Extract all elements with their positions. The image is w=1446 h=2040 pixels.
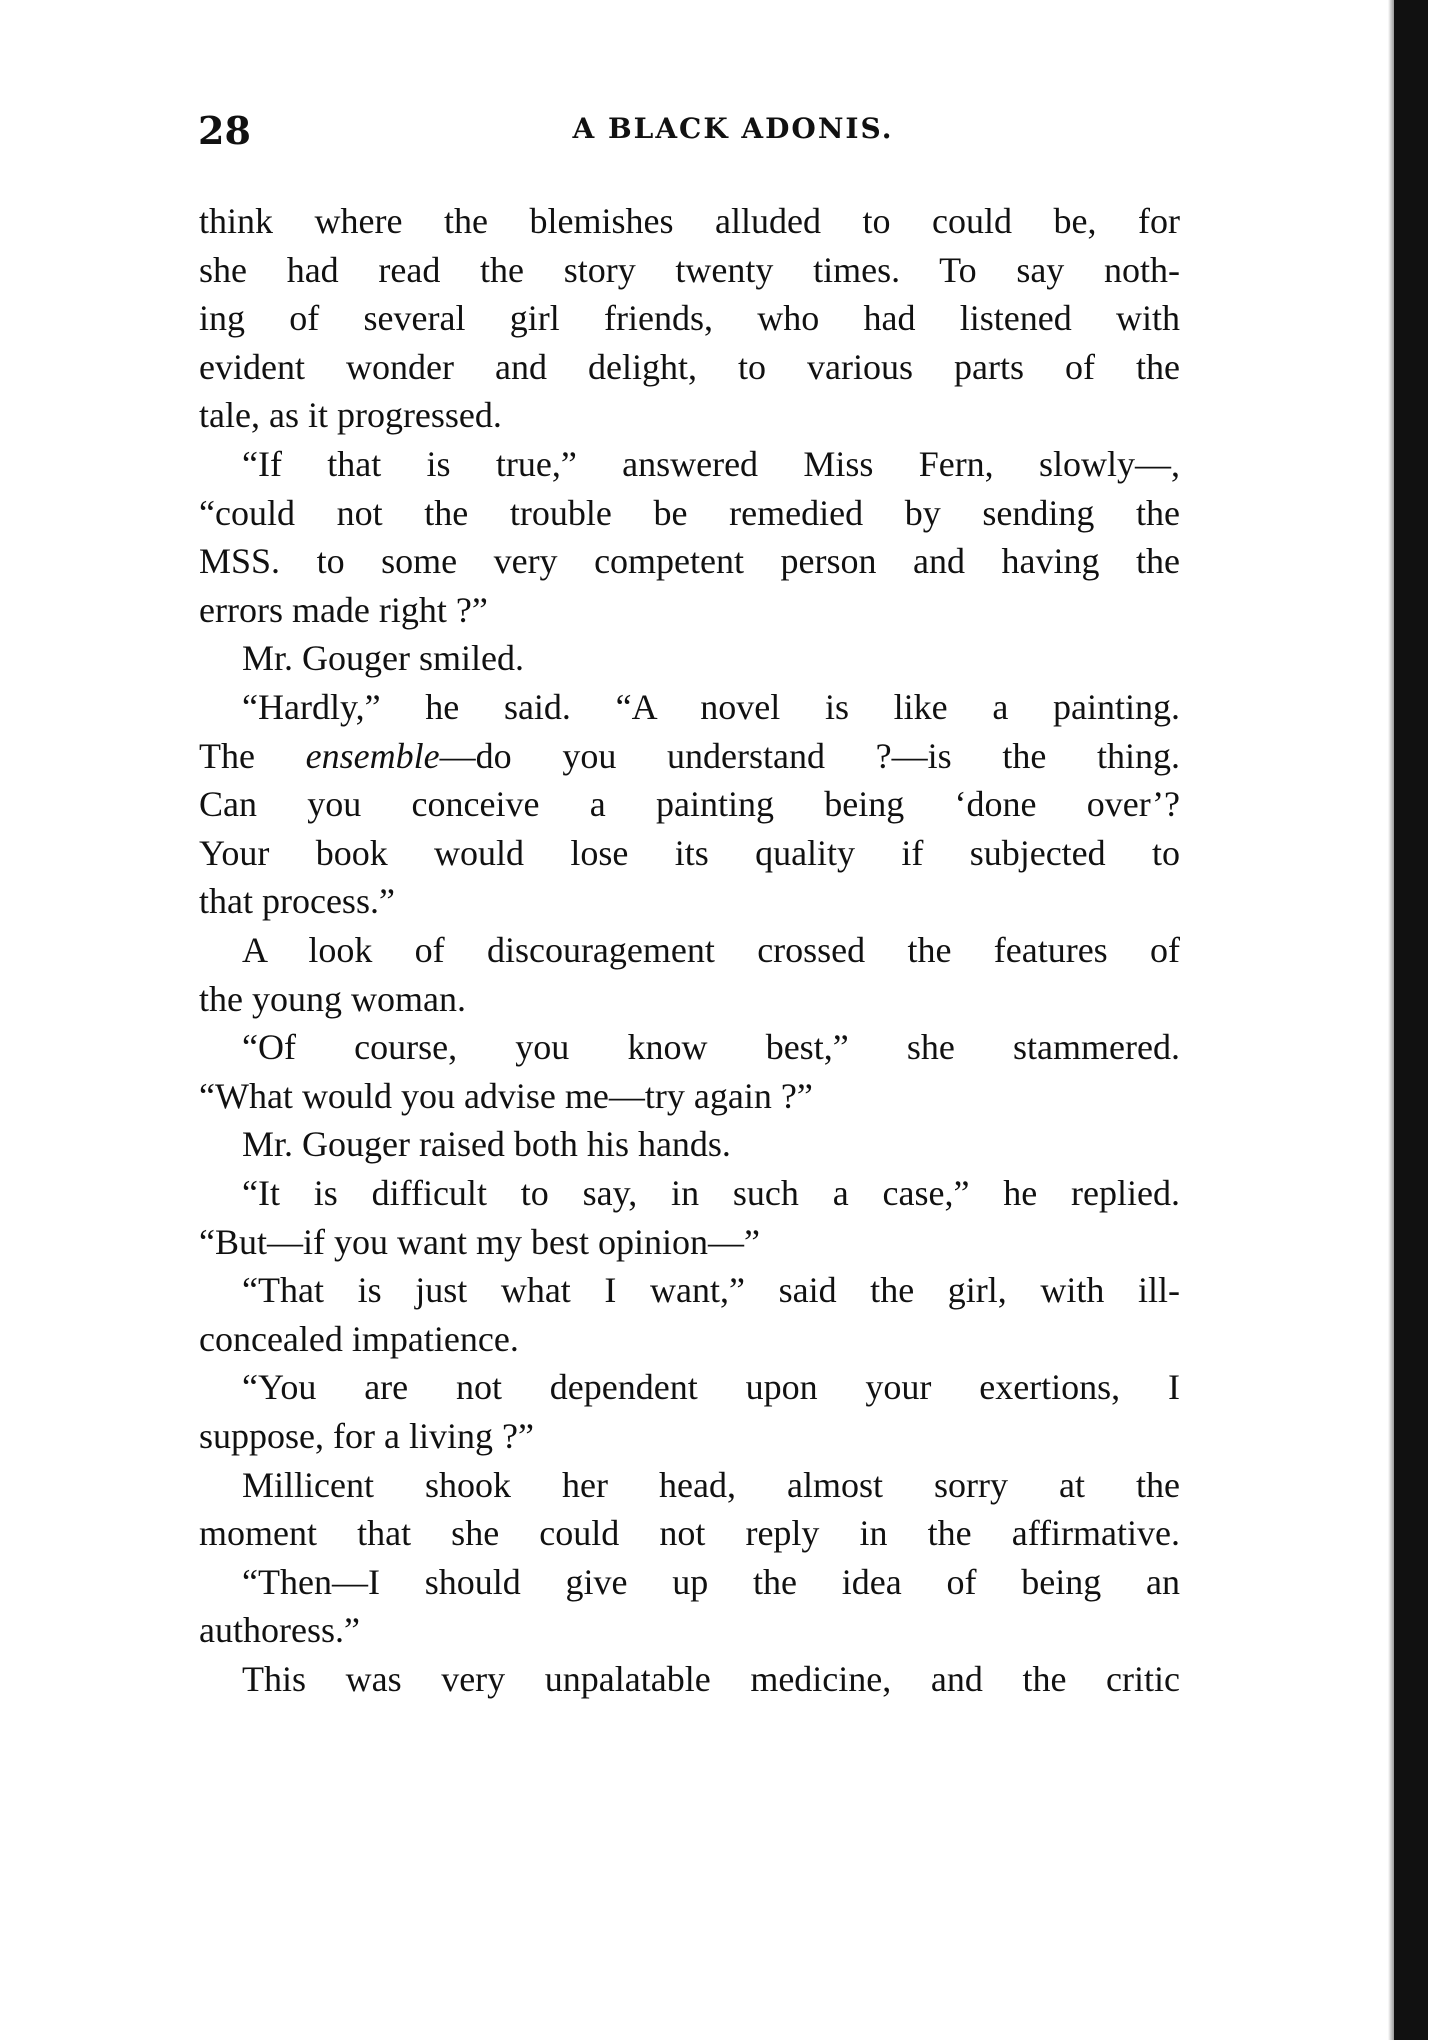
line-text: that process.” xyxy=(199,881,395,922)
line-text: “Then—I should give up the idea of being an xyxy=(242,1561,1180,1602)
text-line xyxy=(242,636,1180,680)
book-binding-edge xyxy=(1394,0,1428,2040)
text-line xyxy=(199,539,1180,583)
line-text: suppose, for a living ?” xyxy=(199,1416,534,1456)
line-text: authoress.” xyxy=(199,1610,360,1651)
line-text: Mr. Gouger raised both his hands. xyxy=(242,1124,731,1165)
line-text: “What would you advise me—try again ?” xyxy=(199,1075,813,1116)
line-text: “But—if you want my best opinion—” xyxy=(199,1221,760,1262)
line-text: evident wonder and delight, to various parts of the xyxy=(199,346,1180,387)
line-text: “You are not dependent upon your exertions, I xyxy=(242,1367,1180,1408)
page-number: 28 xyxy=(198,108,251,153)
line-text: “If that is true,” answered Miss Fern, slowly—, xyxy=(242,444,1180,484)
text-line xyxy=(199,782,1180,826)
line-text: moment that she could not reply in the affirmative. xyxy=(199,1513,1180,1554)
text-line xyxy=(242,1122,1180,1166)
text-line xyxy=(242,1657,1180,1701)
text-line xyxy=(242,1268,1180,1312)
line-text: think where the blemishes alluded to could be, for xyxy=(199,201,1180,241)
text-line xyxy=(242,928,1180,972)
line-text: The xyxy=(199,735,306,776)
line-text: A look of discouragement crossed the features of xyxy=(242,930,1180,970)
line-text: “Of course, you know best,” she stammered. xyxy=(242,1027,1180,1068)
text-line xyxy=(199,879,1180,923)
line-text: Millicent shook her head, almost sorry at the xyxy=(242,1464,1180,1505)
line-text: Mr. Gouger smiled. xyxy=(242,638,524,679)
line-text: “It is difficult to say, in such a case,” he replied. xyxy=(242,1173,1180,1213)
text-line xyxy=(199,588,1180,632)
text-line xyxy=(199,977,1180,1021)
italic-word: ensemble xyxy=(305,735,440,776)
text-line xyxy=(199,831,1180,875)
text-line xyxy=(199,345,1180,389)
text-line xyxy=(242,1365,1180,1409)
line-text: concealed impatience. xyxy=(199,1318,519,1359)
text-line xyxy=(199,393,1180,437)
text-line xyxy=(199,199,1180,243)
line-text: tale, as it progressed. xyxy=(199,395,502,436)
text-line xyxy=(199,1317,1180,1361)
line-text: the young woman. xyxy=(199,978,466,1019)
line-text: errors made right ?” xyxy=(199,589,488,630)
line-text: MSS. to some very competent person and having the xyxy=(199,541,1180,582)
text-line xyxy=(242,1171,1180,1215)
text-line xyxy=(199,491,1180,535)
text-line xyxy=(199,1414,1180,1458)
line-text: —do you understand ?—is the thing. xyxy=(439,735,1180,776)
line-text: Your book would lose its quality if subjected to xyxy=(199,832,1180,873)
text-line xyxy=(199,734,1180,778)
line-text: “That is just what I want,” said the girl, with ill- xyxy=(242,1270,1180,1311)
running-title: A BLACK ADONIS. xyxy=(572,112,894,145)
line-text: “Hardly,” he said. “A novel is like a painting. xyxy=(242,687,1180,727)
text-line xyxy=(199,1220,1180,1264)
text-line xyxy=(199,296,1180,340)
text-line xyxy=(199,248,1180,292)
line-text: This was very unpalatable medicine, and the critic xyxy=(242,1659,1180,1699)
line-text: she had read the story twenty times. To say noth- xyxy=(199,249,1180,290)
line-text: ing of several girl friends, who had listened with xyxy=(199,298,1180,339)
text-line xyxy=(199,1074,1180,1118)
text-line xyxy=(242,442,1180,486)
text-line xyxy=(199,1511,1180,1555)
line-text: “could not the trouble be remedied by sending the xyxy=(199,492,1180,533)
text-line xyxy=(242,1463,1180,1507)
text-line xyxy=(199,1608,1180,1652)
text-line xyxy=(242,1560,1180,1604)
text-line xyxy=(242,1025,1180,1069)
line-text: Can you conceive a painting being ‘done over’? xyxy=(199,784,1180,825)
text-line xyxy=(242,685,1180,729)
